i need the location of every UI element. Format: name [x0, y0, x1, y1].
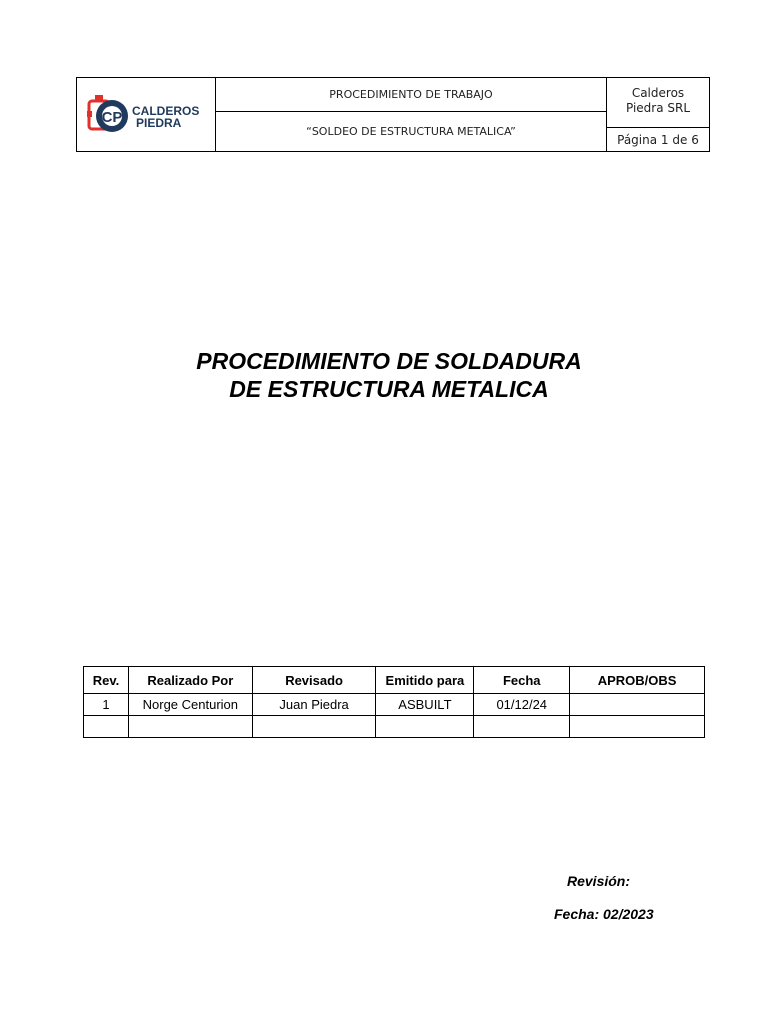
page-current: 1: [660, 132, 669, 147]
cell-rev: 1: [84, 694, 129, 716]
header-revisado: Revisado: [252, 667, 376, 694]
title-line1: PROCEDIMIENTO DE SOLDADURA: [196, 348, 582, 374]
header-emitido-para: Emitido para: [376, 667, 474, 694]
company-line2: Piedra SRL: [625, 101, 691, 115]
calderos-piedra-logo: [87, 93, 209, 137]
title-line2: DE ESTRUCTURA METALICA: [229, 376, 549, 402]
table-row: [84, 716, 705, 738]
revision-table: [83, 666, 705, 738]
header-aprob-obs: APROB/OBS: [570, 667, 705, 694]
header-company-cell: [607, 78, 709, 151]
table-header-row: [84, 667, 705, 694]
header-rev: Rev.: [84, 667, 129, 694]
logo-mark: CP: [101, 109, 123, 126]
page-label: Página: [617, 132, 658, 147]
page-of: de: [672, 132, 688, 147]
header-title-cell: [216, 78, 607, 151]
doc-type: PROCEDIMIENTO DE TRABAJO: [216, 78, 606, 112]
page-number: [607, 127, 709, 151]
table-row: [84, 694, 705, 716]
company-name: [607, 86, 709, 116]
cell-emitido-para: [376, 716, 474, 738]
document-title: [0, 347, 768, 403]
doc-subject: “SOLDEO DE ESTRUCTURA METALICA”: [306, 125, 516, 138]
page-total: 6: [691, 132, 699, 147]
company-line1: Calderos: [631, 86, 685, 100]
cell-aprob-obs: [570, 694, 705, 716]
cell-fecha: [474, 716, 570, 738]
logo-cell: [77, 78, 216, 151]
cell-realizado-por: [128, 716, 252, 738]
cell-realizado-por: Norge Centurion: [128, 694, 252, 716]
cell-aprob-obs: [570, 716, 705, 738]
cell-revisado: Juan Piedra: [252, 694, 376, 716]
header-fecha: Fecha: [474, 667, 570, 694]
logo-line2: PIEDRA: [136, 116, 182, 130]
cell-rev: [84, 716, 129, 738]
logo-line1: CALDEROS: [132, 104, 200, 118]
document-header: [76, 77, 710, 152]
revision-label: Revisión:: [567, 873, 631, 889]
cell-fecha: 01/12/24: [474, 694, 570, 716]
fecha-label: Fecha: 02/2023: [554, 906, 654, 922]
cell-emitido-para: ASBUILT: [376, 694, 474, 716]
header-realizado-por: Realizado Por: [128, 667, 252, 694]
cell-revisado: [252, 716, 376, 738]
